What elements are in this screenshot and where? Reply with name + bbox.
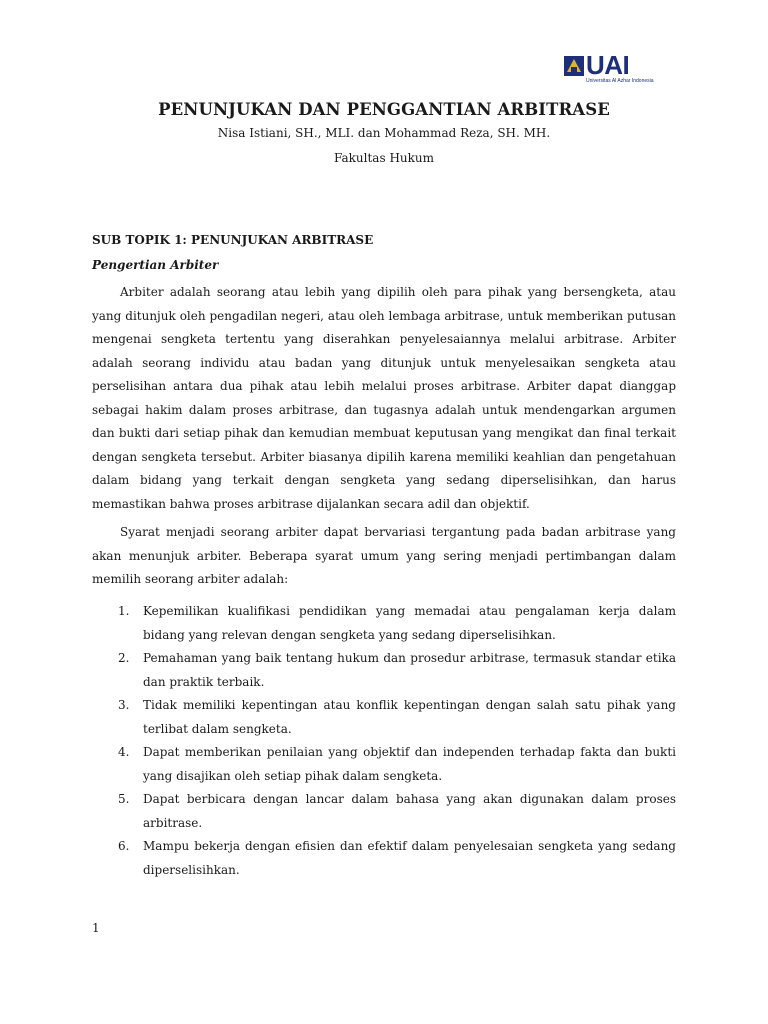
list-text: Pemahaman yang baik tentang hukum dan prosedur arbitrase, termasuk standar etika dan praktik terbaik. xyxy=(143,651,676,689)
list-item xyxy=(92,741,676,788)
page-number: 1 xyxy=(92,921,100,935)
logo-subtext: Universitas Al Azhar Indonesia xyxy=(586,78,654,84)
list-number: 4. xyxy=(118,745,130,759)
list-number: 2. xyxy=(118,651,130,665)
authors: Nisa Istiani, SH., MLI. dan Mohammad Reza, SH. MH. xyxy=(217,126,551,140)
list-item xyxy=(92,694,676,741)
uai-emblem-icon xyxy=(564,56,584,76)
logo-text: UAI xyxy=(586,50,630,80)
document-title: PENUNJUKAN DAN PENGGANTIAN ARBITRASE xyxy=(158,100,610,119)
requirements-list xyxy=(92,600,676,882)
list-text: Tidak memiliki kepentingan atau konflik kepentingan dengan salah satu pihak yang terlibat dalam sengketa. xyxy=(143,698,676,736)
section-subheading: Pengertian Arbiter xyxy=(92,258,219,272)
paragraph-requirements: Syarat menjadi seorang arbiter dapat bervariasi tergantung pada badan arbitrase yang akan menunjuk arbiter. Beberapa syarat umum yang sering menjadi pertimbangan dalam memilih seorang arbiter adalah: xyxy=(92,525,676,586)
list-text: Mampu bekerja dengan efisien dan efektif dalam penyelesaian sengketa yang sedang diperselisihkan. xyxy=(143,839,676,877)
list-item xyxy=(92,788,676,835)
list-text: Dapat berbicara dengan lancar dalam bahasa yang akan digunakan dalam proses arbitrase. xyxy=(143,792,676,830)
list-item xyxy=(92,835,676,882)
subtopic-heading: SUB TOPIK 1: PENUNJUKAN ARBITRASE xyxy=(92,233,374,247)
list-item xyxy=(92,600,676,647)
list-number: 1. xyxy=(118,604,130,618)
uai-logo xyxy=(564,52,676,86)
list-number: 3. xyxy=(118,698,130,712)
list-text: Kepemilikan kualifikasi pendidikan yang memadai atau pengalaman kerja dalam bidang yang relevan dengan sengketa yang sedang diperselisihkan. xyxy=(143,604,676,642)
list-text: Dapat memberikan penilaian yang objektif dan independen terhadap fakta dan bukti yang disajikan oleh setiap pihak dalam sengketa. xyxy=(143,745,676,783)
list-item xyxy=(92,647,676,694)
list-number: 6. xyxy=(118,839,130,853)
list-number: 5. xyxy=(118,792,130,806)
faculty: Fakultas Hukum xyxy=(333,151,435,165)
paragraph-definition: Arbiter adalah seorang atau lebih yang dipilih oleh para pihak yang bersengketa, atau yang ditunjuk oleh pengadilan negeri, atau oleh lembaga arbitrase, untuk memberikan putusan mengenai sengketa tertentu yang diserahkan penyelesaiannya melalui arbitrase. Arbiter adalah seorang individu atau badan yang ditunjuk untuk menyelesaikan sengketa atau perselisihan antara dua pihak atau lebih melalui proses arbitrase. Arbiter dapat dianggap sebagai hakim dalam proses arbitrase, dan tugasnya adalah untuk mendengarkan argumen dan bukti dari setiap pihak dan kemudian membuat keputusan yang mengikat dan final terkait dengan sengketa tersebut. Arbiter biasanya dipilih karena memiliki keahlian dan pengetahuan dalam bidang yang terkait dengan sengketa yang sedang diperselisihkan, dan harus memastikan bahwa proses arbitrase dijalankan secara adil dan objektif. xyxy=(92,285,676,511)
